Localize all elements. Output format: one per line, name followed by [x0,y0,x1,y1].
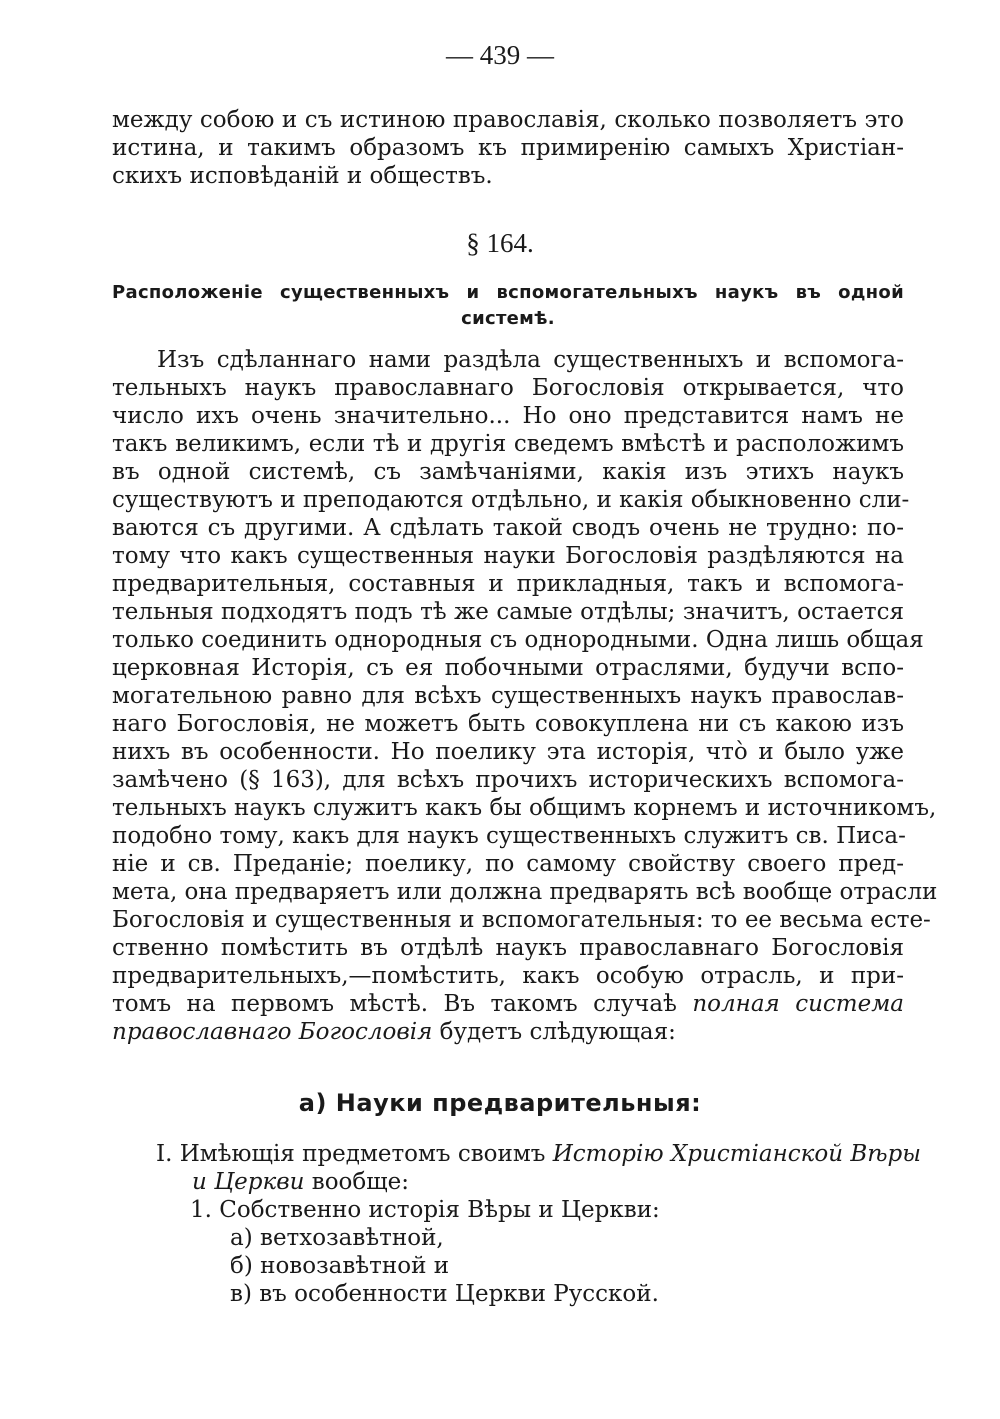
list-subitem-a: а) ветхозавѣтной, [230,1225,444,1251]
body-line-mixed [112,1018,904,1046]
body-line-italic: полная система [692,991,904,1017]
section-number: § 164. [466,228,534,258]
body-line: церковная Исторія, съ ея побочными отраслями, будучи вспо- [112,655,904,681]
body-line: предварительныхъ,—помѣстить, какъ особую отрасль, и при- [112,963,904,989]
body-line: ственно помѣстить въ отдѣлѣ наукъ православнаго Богословія [112,935,904,961]
body-line: замѣчено (§ 163), для всѣхъ прочихъ историческихъ вспомога- [112,767,904,793]
body-line: ніе и св. Преданіе; поелику, по самому свойству своего пред- [112,851,904,877]
body-line-mixed [112,990,904,1018]
list-item-italic: и Церкви [192,1169,305,1195]
body-line-italic: православнаго Богословія [112,1019,433,1045]
intro-line: истина, и такимъ образомъ къ примиренію самыхъ Христіан- [112,135,904,161]
body-line: Богословія и существенныя и вспомогательныя: то ее весьма есте- [112,907,931,933]
list-subitem-b: б) новозавѣтной и [230,1253,450,1279]
body-line: наго Богословія, не можетъ быть совокуплена ни съ какою изъ [112,711,904,737]
body-line: могательною равно для всѣхъ существенныхъ наукъ православ- [112,683,904,709]
list-marker: 1. [190,1197,212,1223]
body-line: тому что какъ существенныя науки Богословія раздѣляются на [112,543,904,569]
body-line: въ одной системѣ, съ замѣчаніями, какія изъ этихъ наукъ [112,459,904,485]
body-line: тельныхъ наукъ служитъ какъ бы общимъ корнемъ и источникомъ, [112,795,937,821]
list-item-1-continued [192,1168,409,1196]
body-line: тельныхъ наукъ православнаго Богословія открывается, что [112,375,904,401]
body-line: тельныя подходятъ подъ тѣ же самые отдѣлы; значитъ, остается [112,599,904,625]
intro-line: скихъ исповѣданій и обществъ. [112,163,493,189]
body-line: предварительныя, составныя и прикладныя, такъ и вспомога- [112,571,904,597]
list-item-text: Имѣющія предметомъ своимъ [179,1141,546,1167]
body-line: существуютъ и преподаются отдѣльно, и какія обыкновенно сли- [112,487,910,513]
list-item-text: вообще: [304,1169,409,1195]
body-line: число ихъ очень значительно... Но оно представится намъ не [112,403,904,429]
list-item-1 [156,1140,921,1168]
intro-line: между собою и съ истиною православія, сколько позволяетъ это [112,107,904,133]
body-line-text: томъ на первомъ мѣстѣ. Въ такомъ случаѣ [112,991,677,1017]
body-line-text: будетъ слѣдующая: [432,1019,676,1045]
body-line: нихъ въ особенности. Но поелику эта исторія, что̀ и было уже [112,739,904,765]
subheading: а) Науки предварительныя: [298,1089,702,1117]
list-item-text: Собственно исторія Вѣры и Церкви: [219,1197,660,1223]
section-title: Расположеніе существенныхъ и вспомогательныхъ наукъ въ одной [112,282,904,303]
page-number: — 439 — [446,40,554,70]
body-line: Изъ сдѣланнаго нами раздѣла существенныхъ и вспомога- [157,347,904,373]
body-line: ваются съ другими. А сдѣлать такой сводъ очень не трудно: по- [112,515,904,541]
body-line: подобно тому, какъ для наукъ существенныхъ служитъ св. Писа- [112,823,906,849]
list-item-italic: Исторію Христіанской Вѣры [552,1141,921,1167]
body-line: такъ великимъ, если тѣ и другія сведемъ вмѣстѣ и расположимъ [112,431,904,457]
body-line: мета, она предваряетъ или должна предварять всѣ вообще отрасли [112,879,938,905]
section-title-continued: системѣ. [461,308,555,329]
list-subitem-c: в) въ особенности Церкви Русской. [230,1281,659,1307]
body-line: только соединить однородныя съ однородными. Одна лишь общая [112,627,924,653]
list-marker: I. [156,1141,173,1167]
list-subitem-1 [190,1196,660,1224]
